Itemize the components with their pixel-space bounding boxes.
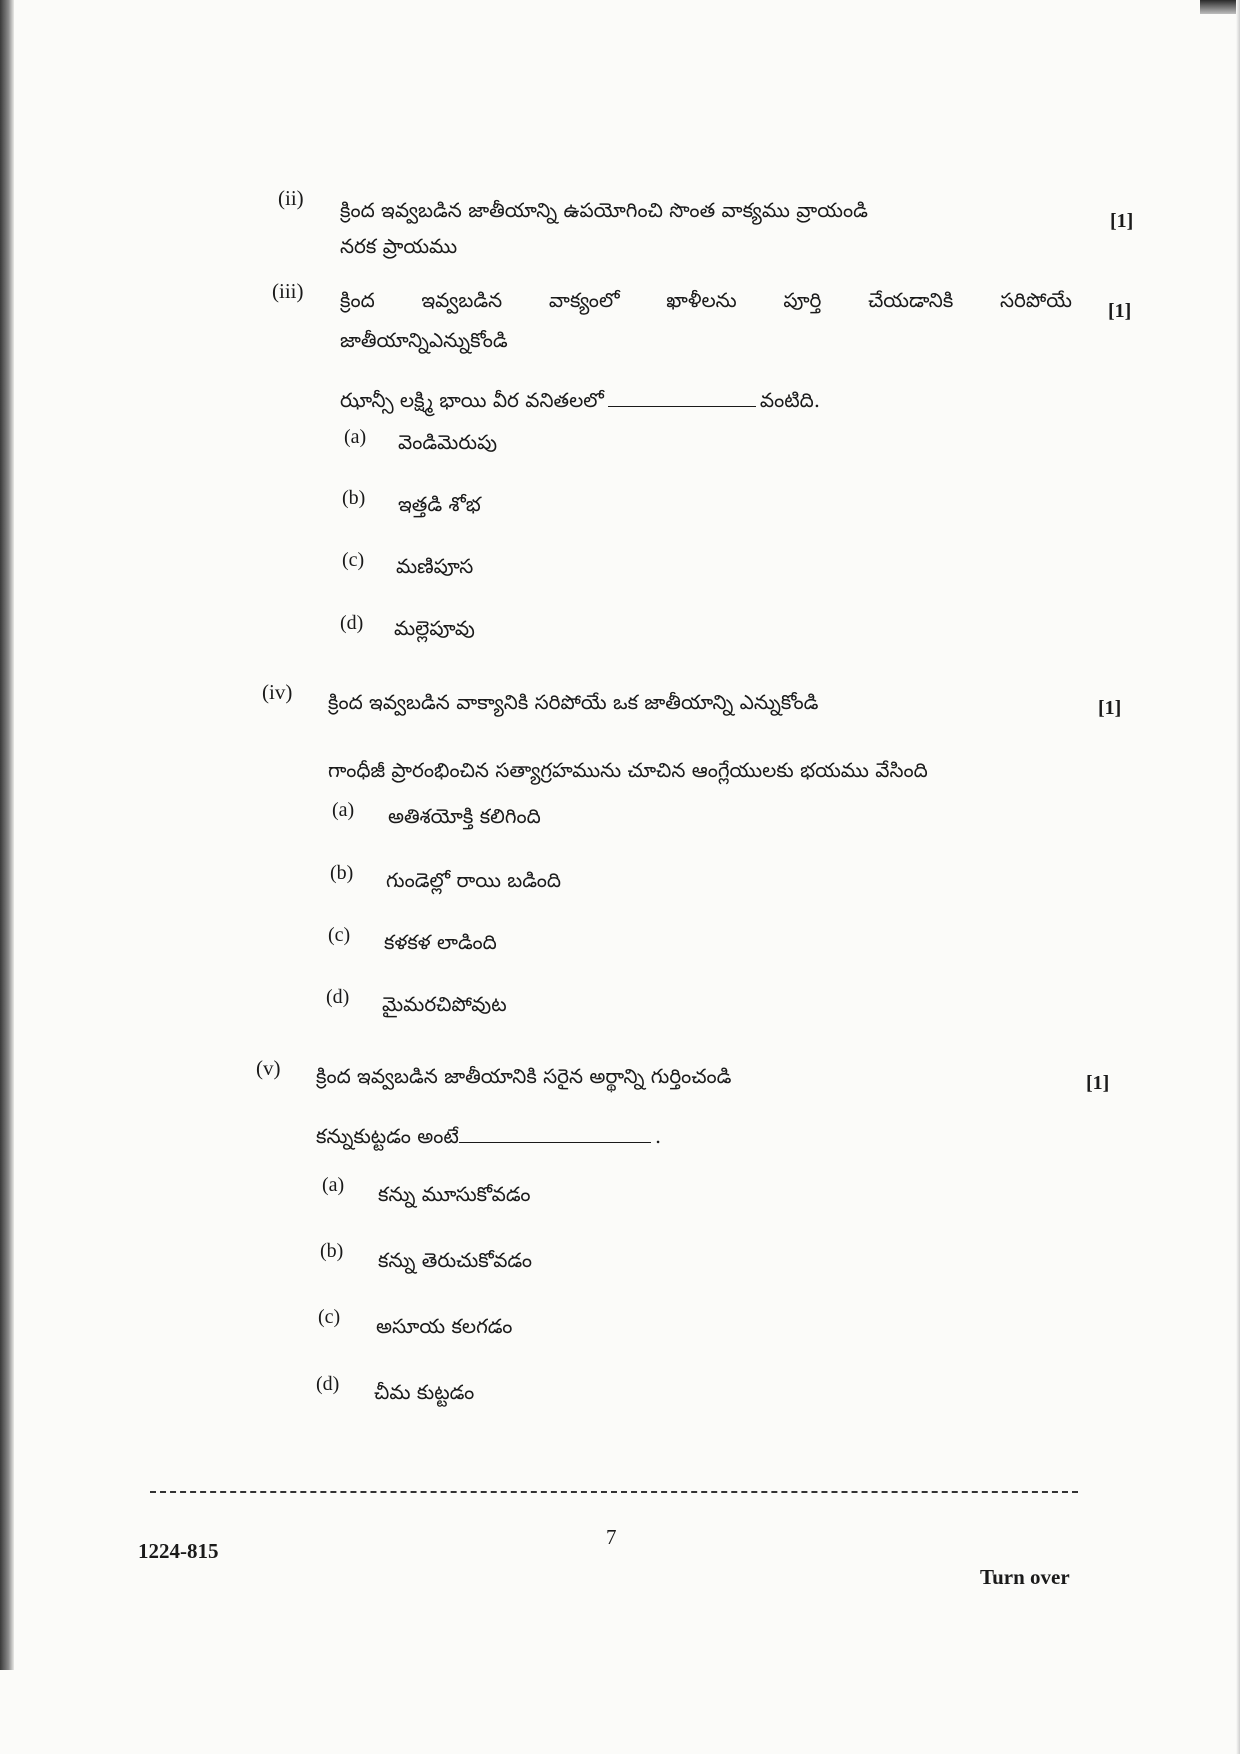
scan-left-edge [0,0,14,1670]
sentence-start: కన్నుకుట్టడం అంటే [316,1124,459,1148]
instruction-continuation: జాతీయాన్నిఎన్నుకోండి [340,328,508,352]
instruction-word: సరిపోయే [999,288,1072,312]
sentence-end: వంటిది. [759,388,821,412]
option-label: (a) [332,799,355,821]
idiom-phrase: నరక ప్రాయము [340,234,458,258]
fill-blank-sentence [340,386,820,414]
instruction-word: క్రింద [340,288,375,312]
option-label: (c) [328,924,351,946]
instruction-word: ఖాళీలను [666,288,737,312]
option-text: కన్ను తెరుచుకోవడం [378,1248,533,1272]
option-label: (d) [340,612,364,634]
instruction-word: పూర్తి [783,288,822,312]
answer-blank [608,406,756,407]
question-instruction [340,288,1072,317]
sentence-end: . [654,1124,662,1148]
option-text: చీమ కుట్టడం [374,1380,475,1404]
option-label: (d) [316,1373,340,1395]
scan-top-right-edge [1200,0,1240,14]
marks-label: [1] [1098,697,1122,719]
option-text: కన్ను మూసుకోవడం [378,1182,531,1206]
question-number: (ii) [278,186,304,210]
option-text: కళకళ లాడింది [384,930,497,954]
option-label: (b) [342,487,366,509]
option-text: మైమరచిపోవుట [382,992,507,1016]
option-label: (c) [318,1306,341,1328]
option-label: (b) [330,862,354,884]
question-instruction: క్రింద ఇవ్వబడిన వాక్యానికి సరిపోయే ఒక జాతీయాన్ని ఎన్నుకోండి [328,690,819,714]
option-label: (a) [322,1174,345,1196]
given-sentence: గాంధీజీ ప్రారంభించిన సత్యాగ్రహమును చూచిన ఆంగ్లేయులకు భయము వేసింది [328,758,928,782]
option-text: అతిశయోక్తి కలిగింది [388,804,541,828]
instruction-word: వాక్యంలో [548,288,620,312]
option-label: (b) [320,1240,344,1262]
marks-label: [1] [1086,1072,1110,1094]
footer-dashed-rule [150,1491,1078,1493]
question-instruction: క్రింద ఇవ్వబడిన జాతీయాన్ని ఉపయోగించి సొంత వాక్యము వ్రాయండి [340,198,868,222]
question-instruction: క్రింద ఇవ్వబడిన జాతీయానికి సరైన అర్థాన్ని గుర్తించండి [316,1064,732,1088]
option-text: మల్లెపూవు [394,616,475,640]
question-number: (v) [256,1056,281,1080]
option-text: ఇత్తడి శోభ [398,492,481,516]
question-number: (iv) [262,680,293,704]
turn-over-label: Turn over [980,1565,1070,1589]
option-label: (a) [344,426,367,448]
scan-right-edge [1236,0,1240,1754]
instruction-word: చేయడానికి [868,288,954,312]
option-text: అసూయ కలగడం [376,1314,513,1338]
option-text: గుండెల్లో రాయి బడింది [386,868,562,892]
marks-label: [1] [1108,300,1132,322]
sentence-start: ఝాన్సీ లక్ష్మి భాయి వీర వనితలలో [340,388,604,412]
answer-blank [459,1142,651,1143]
question-number: (iii) [272,279,304,303]
instruction-word: ఇవ్వబడిన [421,288,503,312]
option-label: (c) [342,549,365,571]
option-label: (d) [326,986,350,1008]
page-number: 7 [606,1525,617,1549]
fill-blank-sentence [316,1122,661,1150]
option-text: వెండిమెరుపు [398,430,498,454]
marks-label: [1] [1110,210,1134,232]
option-text: మణిపూస [396,554,474,578]
paper-code: 1224-815 [138,1539,219,1563]
